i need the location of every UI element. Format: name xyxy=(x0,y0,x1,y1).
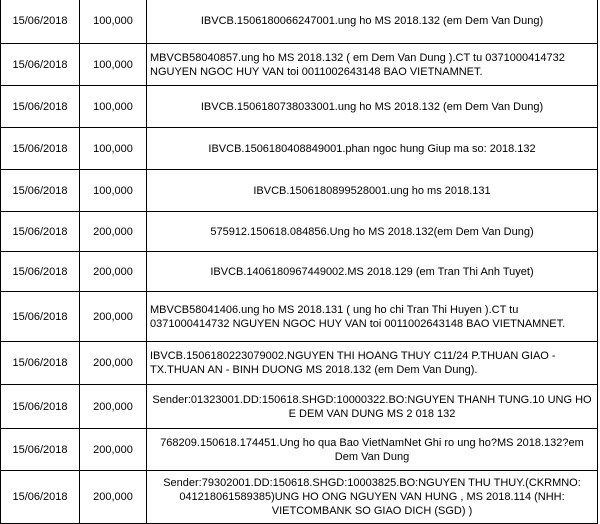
amount-cell: 100,000 xyxy=(80,170,147,212)
date-cell: 15/06/2018 xyxy=(1,429,80,471)
amount-cell: 100,000 xyxy=(80,86,147,128)
table-row xyxy=(1,44,598,86)
date-cell: 15/06/2018 xyxy=(1,342,80,385)
date-cell: 15/06/2018 xyxy=(1,170,80,212)
date-cell: 15/06/2018 xyxy=(1,471,80,524)
table-row xyxy=(1,385,598,429)
table-row xyxy=(1,0,598,44)
amount-cell: 200,000 xyxy=(80,429,147,471)
table-row xyxy=(1,212,598,252)
amount-cell: 200,000 xyxy=(80,385,147,429)
description-cell: MBVCB58041406.ung ho MS 2018.131 ( ung ho chi Tran Thi Huyen ).CT tu 0371000414732 NGUYEN NGOC HUY VAN toi 0011002643148 BAO VIETNAMNET. xyxy=(147,292,598,342)
amount-cell: 200,000 xyxy=(80,342,147,385)
description-cell: IBVCB.1506180738033001.ung ho MS 2018.132 (em Dem Van Dung) xyxy=(147,86,598,128)
description-cell: IBVCB.1506180408849001.phan ngoc hung Giup ma so: 2018.132 xyxy=(147,128,598,170)
amount-cell: 100,000 xyxy=(80,44,147,86)
date-cell: 15/06/2018 xyxy=(1,292,80,342)
description-cell: 768209.150618.174451.Ung ho qua Bao VietNamNet Ghi ro ung ho?MS 2018.132?em Dem Van Dung xyxy=(147,429,598,471)
amount-cell: 200,000 xyxy=(80,292,147,342)
table-row xyxy=(1,170,598,212)
table-row xyxy=(1,86,598,128)
table-row xyxy=(1,292,598,342)
description-cell: 575912.150618.084856.Ung ho MS 2018.132(em Dem Van Dung) xyxy=(147,212,598,252)
description-cell: IBVCB.1506180223079002.NGUYEN THI HOANG THUY C11/24 P.THUAN GIAO -TX.THUAN AN - BINH DUONG MS 2018.132 (em Dem Van Dung). xyxy=(147,342,598,385)
table-row xyxy=(1,128,598,170)
amount-cell: 200,000 xyxy=(80,252,147,292)
table-row xyxy=(1,471,598,524)
date-cell: 15/06/2018 xyxy=(1,0,80,44)
date-cell: 15/06/2018 xyxy=(1,44,80,86)
ledger-body xyxy=(1,0,598,524)
amount-cell: 200,000 xyxy=(80,471,147,524)
table-row xyxy=(1,429,598,471)
amount-cell: 100,000 xyxy=(80,0,147,44)
date-cell: 15/06/2018 xyxy=(1,86,80,128)
date-cell: 15/06/2018 xyxy=(1,385,80,429)
date-cell: 15/06/2018 xyxy=(1,252,80,292)
table-row xyxy=(1,342,598,385)
amount-cell: 200,000 xyxy=(80,212,147,252)
date-cell: 15/06/2018 xyxy=(1,128,80,170)
description-cell: Sender:79302001.DD:150618.SHGD:10003825.BO:NGUYEN THU THUY.(CKRMNO: 041218061589385)UNG HO ONG NGUYEN VAN HUNG , MS 2018.114 (NHH: VIETCOMBANK SO GIAO DICH (SGD) ) xyxy=(147,471,598,524)
amount-cell: 100,000 xyxy=(80,128,147,170)
description-cell: IBVCB.1506180066247001.ung ho MS 2018.132 (em Dem Van Dung) xyxy=(147,0,598,44)
description-cell: IBVCB.1406180967449002.MS 2018.129 (em Tran Thi Anh Tuyet) xyxy=(147,252,598,292)
description-cell: Sender:01323001.DD:150618.SHGD:10000322.BO:NGUYEN THANH TUNG.10 UNG HO E DEM VAN DUNG MS 2 018 132 xyxy=(147,385,598,429)
description-cell: IBVCB.1506180899528001.ung ho ms 2018.131 xyxy=(147,170,598,212)
description-cell: MBVCB58040857.ung ho MS 2018.132 ( em Dem Van Dung ).CT tu 0371000414732 NGUYEN NGOC HUY VAN toi 0011002643148 BAO VIETNAMNET. xyxy=(147,44,598,86)
date-cell: 15/06/2018 xyxy=(1,212,80,252)
table-row xyxy=(1,252,598,292)
